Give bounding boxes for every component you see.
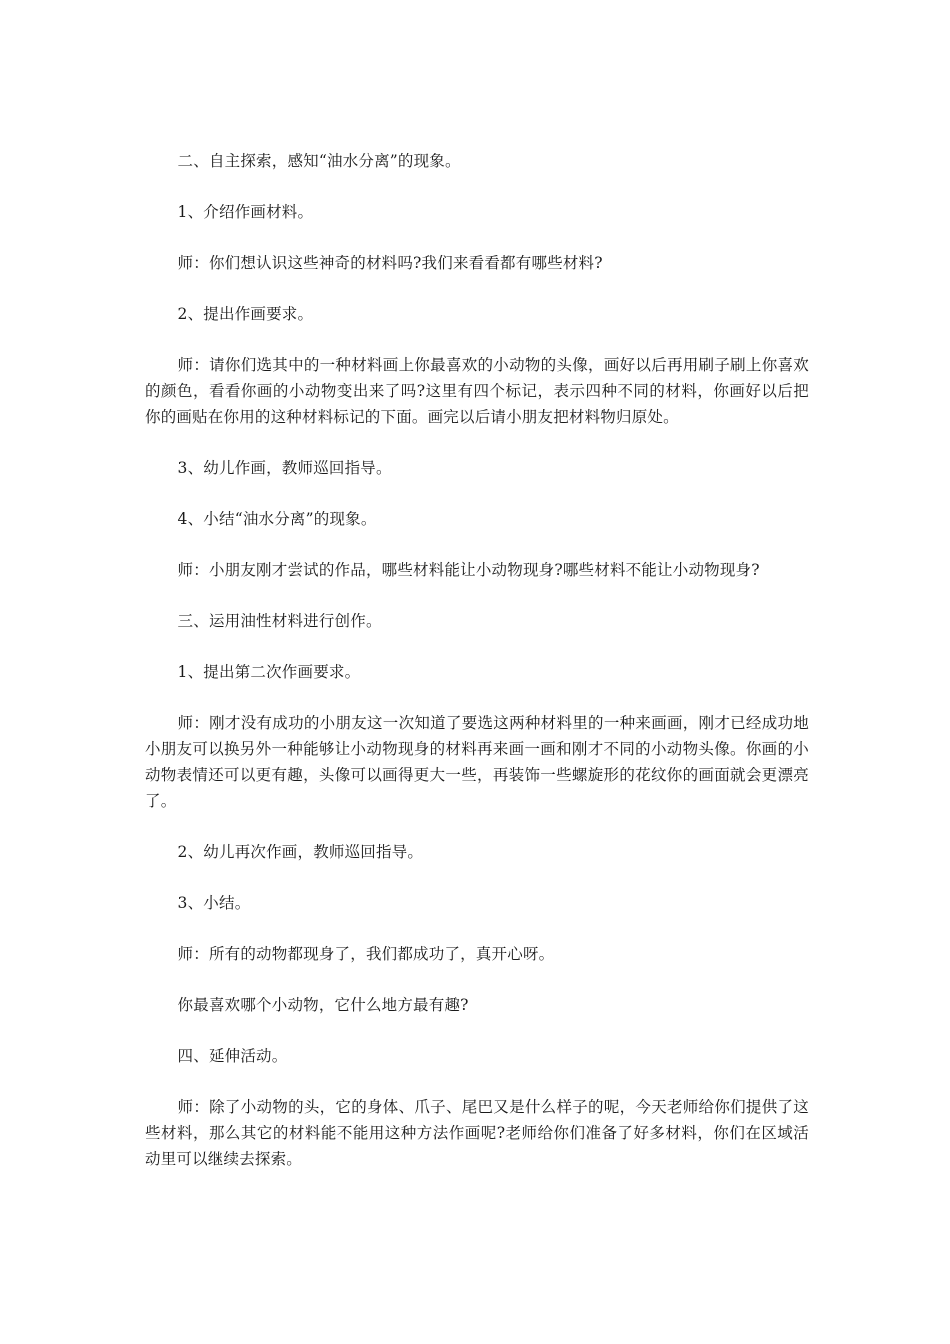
- teacher-line: 师：所有的动物都现身了，我们都成功了，真开心呀。: [177, 945, 555, 963]
- step-introduce-materials: 1、介绍作画材料。: [177, 203, 314, 221]
- step-children-draw: 3、幼儿作画，教师巡回指导。: [177, 459, 392, 477]
- teacher-line: 师：除了小动物的头，它的身体、爪子、尾巴又是什么样子的呢，今天老师给你们提供了这些材料，那么其它的材料能不能用这种方法作画呢?老师给你们准备了好多材料，你们在区域活动里可以继续去探索。: [145, 1098, 809, 1168]
- teacher-line: 师：刚才没有成功的小朋友这一次知道了要选这两种材料里的一种来画画，刚才已经成功地小朋友可以换另外一种能够让小动物现身的材料再来画一画和刚才不同的小动物头像。你画的小动物表情还可以更有趣，头像可以画得更大一些，再装饰一些螺旋形的花纹你的画面就会更漂亮了。: [145, 714, 809, 810]
- section-heading-4: 四、延伸活动。: [177, 1047, 288, 1065]
- step-drawing-requirements: 2、提出作画要求。: [177, 305, 314, 323]
- question-line: 你最喜欢哪个小动物，它什么地方最有趣?: [177, 996, 469, 1014]
- document-body: [145, 148, 809, 1197]
- step-summary-2: 3、小结。: [177, 894, 251, 912]
- step-children-draw-again: 2、幼儿再次作画，教师巡回指导。: [177, 843, 424, 861]
- teacher-line: 师：请你们选其中的一种材料画上你最喜欢的小动物的头像，画好以后再用刷子刷上你喜欢的颜色，看看你画的小动物变出来了吗?这里有四个标记，表示四种不同的材料，你画好以后把你的画贴在你用的这种材料标记的下面。画完以后请小朋友把材料物归原处。: [145, 356, 809, 426]
- section-heading-3: 三、运用油性材料进行创作。: [177, 612, 382, 630]
- teacher-line: 师：你们想认识这些神奇的材料吗?我们来看看都有哪些材料?: [177, 254, 603, 272]
- step-summary: 4、小结“油水分离”的现象。: [177, 510, 377, 528]
- section-heading-2: 二、自主探索，感知“油水分离”的现象。: [177, 152, 461, 170]
- teacher-line: 师：小朋友刚才尝试的作品，哪些材料能让小动物现身?哪些材料不能让小动物现身?: [177, 561, 760, 579]
- step-second-requirements: 1、提出第二次作画要求。: [177, 663, 361, 681]
